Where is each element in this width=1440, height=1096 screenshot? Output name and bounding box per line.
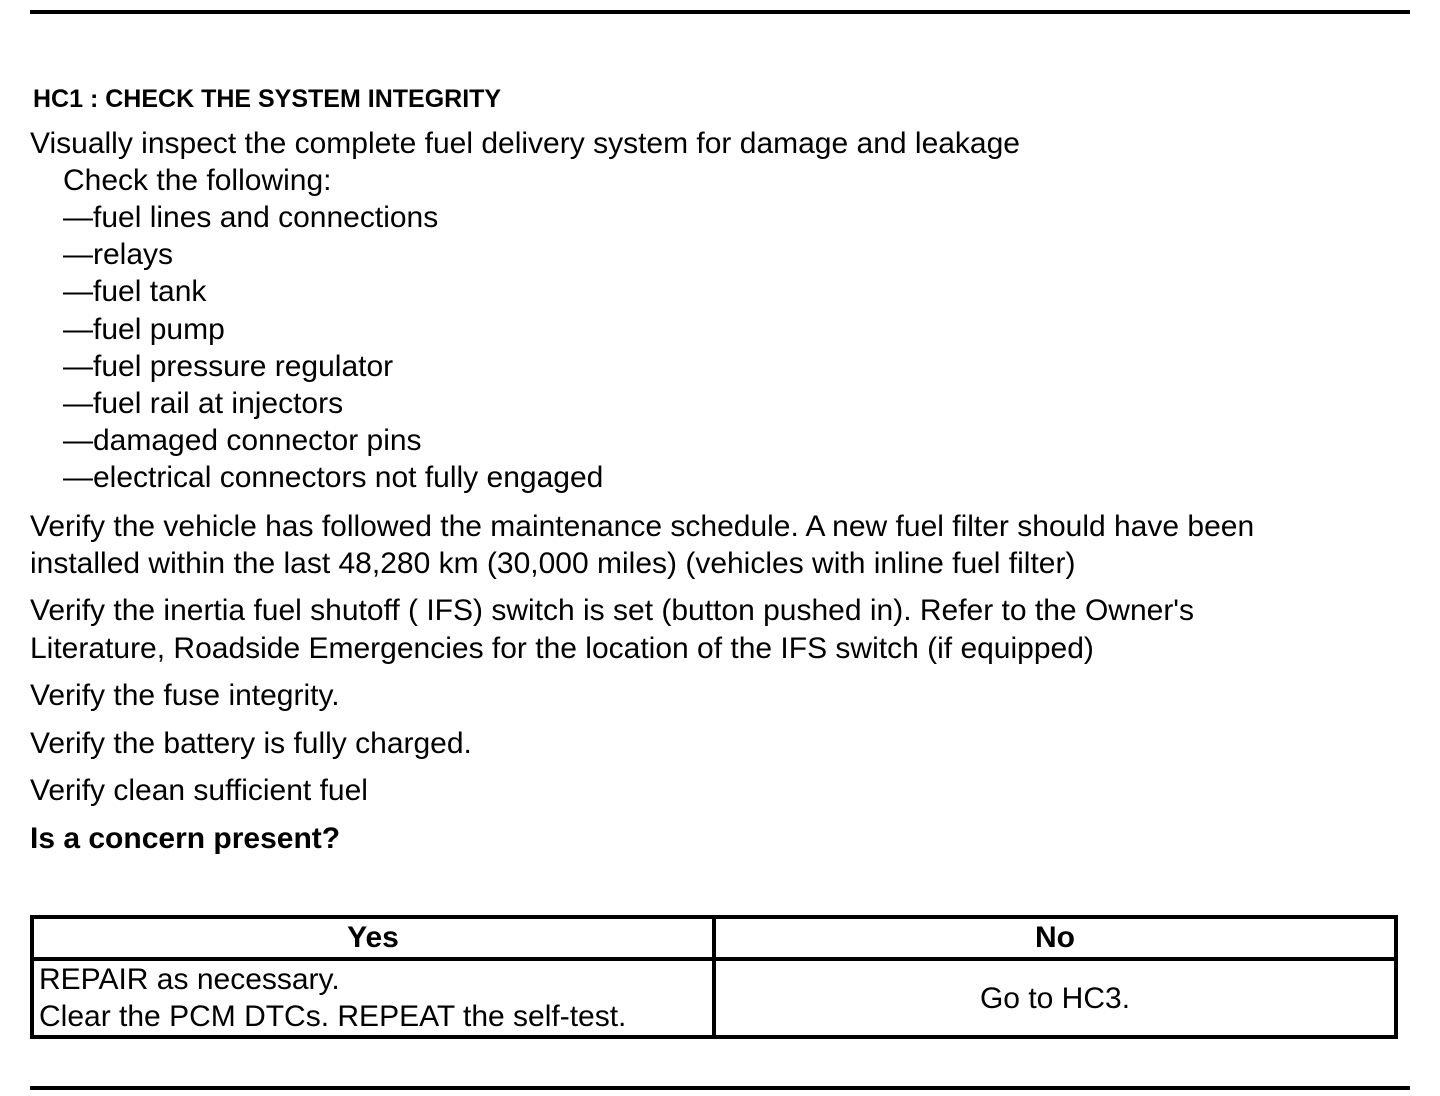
maintenance-paragraph-line: Verify the vehicle has followed the maintenance schedule. A new fuel filter should have been <box>30 510 1255 543</box>
check-label: Check the following: <box>63 164 332 197</box>
check-item: —fuel rail at injectors <box>63 387 344 420</box>
bottom-rule <box>30 1086 1410 1090</box>
intro-text: Visually inspect the complete fuel delivery system for damage and leakage <box>30 127 1020 160</box>
answer-table <box>30 915 1398 1039</box>
question-text: Is a concern present? <box>30 822 341 855</box>
ifs-paragraph-line: Literature, Roadside Emergencies for the location of the IFS switch (if equipped) <box>30 632 1094 665</box>
verify-fuse-text: Verify the fuse integrity. <box>30 679 340 712</box>
check-item: —relays <box>63 238 174 271</box>
maintenance-paragraph-line: installed within the last 48,280 km (30,000 miles) (vehicles with inline fuel filter) <box>30 547 1076 580</box>
yes-cell <box>32 959 714 1037</box>
ifs-paragraph-line: Verify the inertia fuel shutoff ( IFS) switch is set (button pushed in). Refer to the Owner's <box>30 594 1195 627</box>
yes-cell-line: Clear the PCM DTCs. REPEAT the self-test. <box>39 1000 627 1033</box>
check-item: —damaged connector pins <box>63 424 422 457</box>
verify-battery-text: Verify the battery is fully charged. <box>30 727 472 760</box>
yes-header: Yes <box>32 917 714 959</box>
table-header-row <box>32 917 1396 959</box>
top-rule <box>30 10 1410 14</box>
check-item: —fuel pressure regulator <box>63 350 394 383</box>
table-row <box>32 959 1396 1037</box>
section-heading: HC1 : CHECK THE SYSTEM INTEGRITY <box>33 85 502 113</box>
check-item: —fuel tank <box>63 275 207 308</box>
no-cell: Go to HC3. <box>714 959 1396 1037</box>
no-header: No <box>714 917 1396 959</box>
check-item: —fuel pump <box>63 313 225 346</box>
check-item: —electrical connectors not fully engaged <box>63 461 604 494</box>
verify-fuel-text: Verify clean sufficient fuel <box>30 774 368 807</box>
check-item: —fuel lines and connections <box>63 201 439 234</box>
yes-cell-line: REPAIR as necessary. <box>39 963 340 996</box>
